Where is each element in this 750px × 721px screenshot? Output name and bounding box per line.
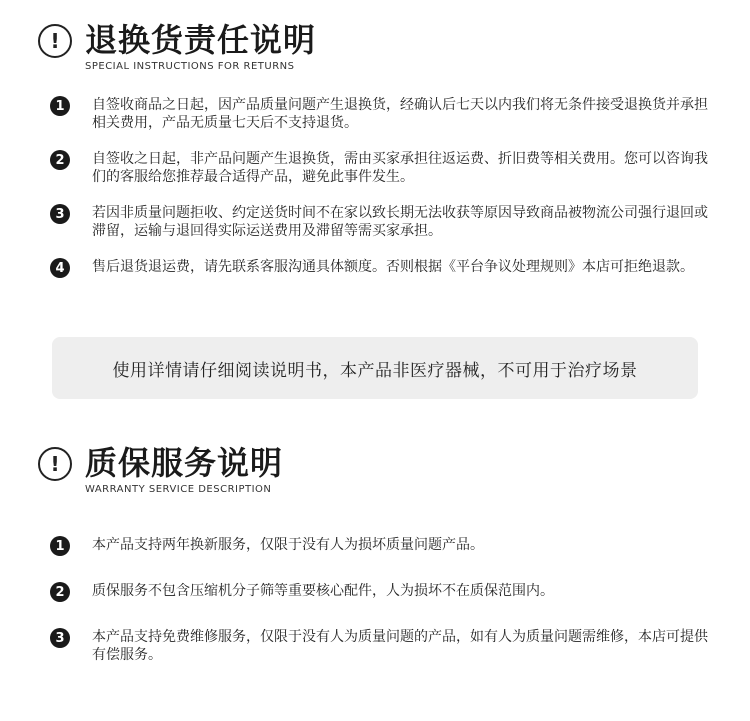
number-badge-3: 3 xyxy=(50,628,70,648)
returns-title: 退换货责任说明 xyxy=(85,21,317,59)
warranty-title: 质保服务说明 xyxy=(85,444,284,482)
list-item-text: 质保服务不包含压缩机分子筛等重要核心配件，人为损坏不在质保范围内。 xyxy=(92,583,554,599)
number-badge-1: 1 xyxy=(50,536,70,556)
list-item-text: 自签收商品之日起，因产品质量问题产生退换货，经确认后七天以内我们将无条件接受退换货并承担相关费用，产品无质量七天后不支持退货。 xyxy=(92,97,708,131)
returns-header-text xyxy=(85,20,316,74)
list-item xyxy=(50,204,710,240)
list-item-text: 若因非质量问题拒收、约定送货时间不在家以致长期无法收获等原因导致商品被物流公司强行退回或滞留，运输与退回得实际运送费用及滞留等需买家承担。 xyxy=(92,205,708,239)
number-badge-4: 4 xyxy=(50,258,70,278)
list-item-text: 售后退货退运费，请先联系客服沟通具体额度。否则根据《平台争议处理规则》本店可拒绝退款。 xyxy=(92,259,694,275)
number-badge-3: 3 xyxy=(50,204,70,224)
list-item xyxy=(50,582,710,602)
warranty-subtitle: WARRANTY SERVICE DESCRIPTION xyxy=(85,484,272,495)
list-item-text: 自签收之日起，非产品问题产生退换货，需由买家承担往返运费、折旧费等相关费用。您可以咨询我们的客服给您推荐最合适得产品，避免此事件发生。 xyxy=(92,151,708,185)
returns-subtitle: SPECIAL INSTRUCTIONS FOR RETURNS xyxy=(85,61,295,72)
list-item-text: 本产品支持免费维修服务，仅限于没有人为质量问题的产品，如有人为质量问题需维修，本店可提供有偿服务。 xyxy=(92,629,708,663)
list-item xyxy=(50,150,710,186)
returns-header xyxy=(38,20,316,74)
warranty-header-text xyxy=(85,443,283,497)
number-badge-1: 1 xyxy=(50,96,70,116)
number-badge-2: 2 xyxy=(50,582,70,602)
exclamation-circle-icon: ! xyxy=(38,24,72,58)
exclamation-circle-icon: ! xyxy=(38,447,72,481)
list-item-text: 本产品支持两年换新服务，仅限于没有人为损坏质量问题产品。 xyxy=(92,537,484,553)
number-badge-2: 2 xyxy=(50,150,70,170)
list-item xyxy=(50,536,710,556)
warranty-header xyxy=(38,443,283,497)
usage-notice: 使用详情请仔细阅读说明书，本产品非医疗器械，不可用于治疗场景 xyxy=(52,337,698,399)
list-item xyxy=(50,258,710,278)
list-item xyxy=(50,628,710,664)
list-item xyxy=(50,96,710,132)
